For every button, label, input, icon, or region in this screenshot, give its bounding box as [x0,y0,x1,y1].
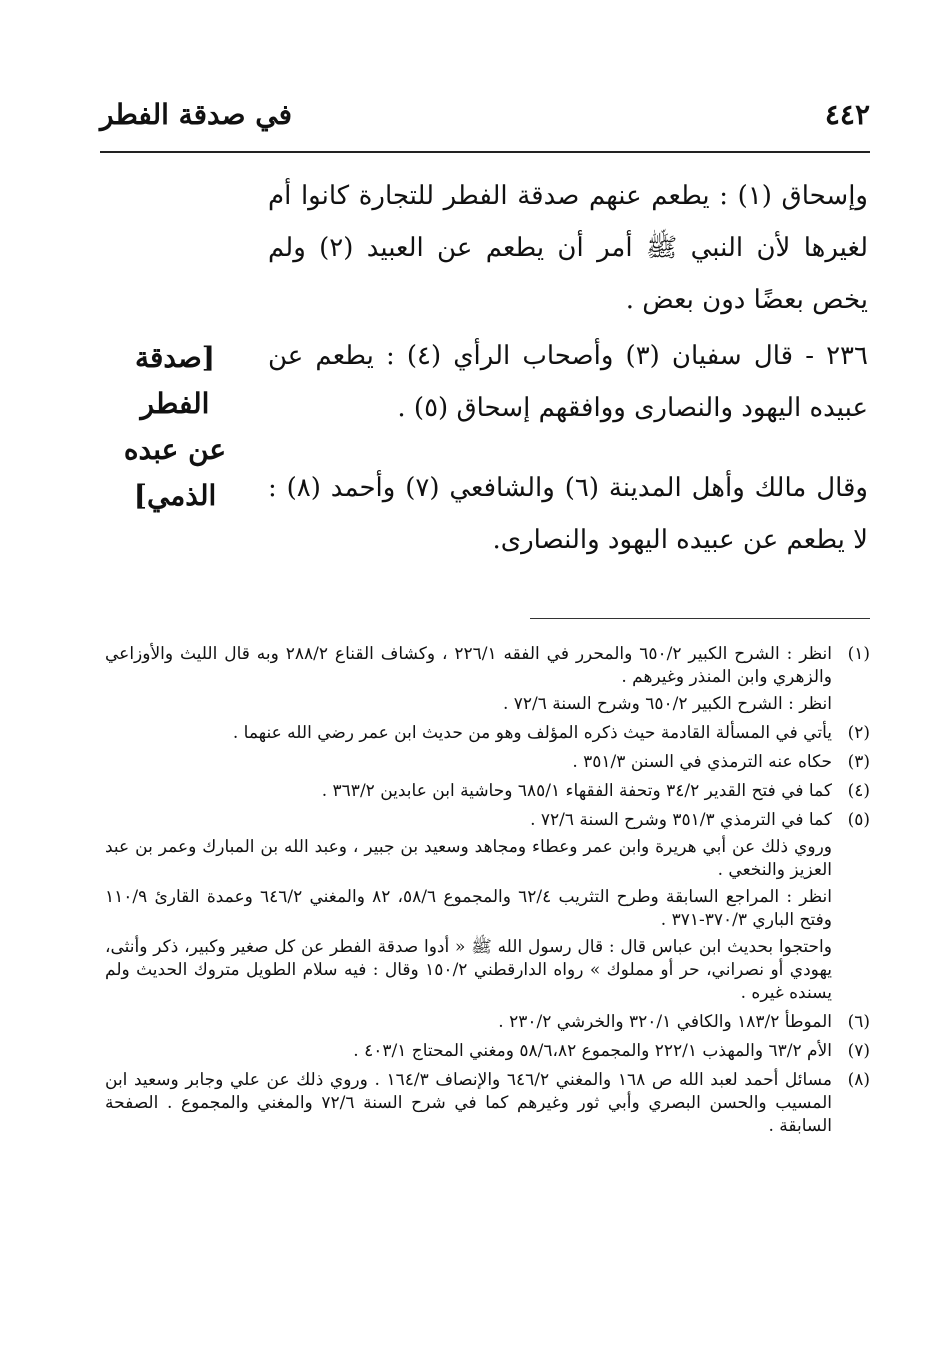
footnote-number: (٣) [847,752,870,772]
footnote-continuation: وروي ذلك عن أبي هريرة وابن عمر وعطاء ومجاهد وسعيد بن جبير ، وعبد الله بن المبارك وعمر بن عبد العزيز والنخعي . [105,837,832,880]
footnote-rule [530,618,870,619]
footnote-4 [105,780,870,803]
footnote-continuation: واحتجوا بحديث ابن عباس قال : قال رسول الله ﷺ « أدوا صدقة الفطر عن كل صغير وكبير، ذكر وأنثى، يهودي أو نصراني، حر أو مملوك » رواه الدارقطني ١٥٠/٢ وقال : فيه سلام الطويل متروك الحديث ولم يسنده غيره . [105,937,833,1003]
footnote-number: (٧) [847,1041,870,1061]
footnote-text: الأم ٦٣/٢ والمهذب ٢٢٢/١ والمجموع ٥٨/٦،٨٢ ومغني المحتاج ٤٠٣/١ . [353,1041,832,1061]
marginal-heading-line-3: الذمي] [133,479,217,512]
footnote-text: حكاه عنه الترمذي في السنن ٣٥١/٣ . [572,752,832,772]
footnotes [105,643,870,1144]
footnote-text: مسائل أحمد لعبد الله ص ١٦٨ والمغني ٦٤٦/٢ والإنصاف ١٦٤/٣ . وروي ذلك عن علي وجابر وسعيد ابن المسيب والحسن البصري وأبي ثور وغيرهم كما في شرح السنة ٧٢/٦ والمغني والمجموع . الصفحة السابقة . [105,1070,832,1136]
marginal-heading [105,335,245,519]
footnote-text: الموطأ ١٨٣/٢ والكافي ٣٢٠/١ والخرشي ٢٣٠/٢ . [498,1012,832,1032]
footnote-text: يأتي في المسألة القادمة حيث ذكره المؤلف وهو من حديث ابن عمر رضي الله عنهما . [232,723,832,743]
footnote-number: (٤) [847,781,870,801]
footnote-number: (٥) [847,810,870,830]
footnote-3 [105,751,870,774]
running-title: في صدقة الفطر [100,98,292,131]
page-number: ٤٤٢ [824,98,870,131]
page-header [100,98,870,148]
footnote-2 [105,722,870,745]
footnote-text: كما في الترمذي ٣٥١/٣ وشرح السنة ٧٢/٦ . [530,810,832,830]
body-paragraph-2: ٢٣٦ - قال سفيان (٣) وأصحاب الرأي (٤) : يطعم عن عبيده اليهود والنصارى ووافقهم إسحاق (٥) . [268,341,868,423]
footnote-6 [105,1011,870,1034]
footnote-5 [105,809,870,1005]
footnote-continuation: انظر : المراجع السابقة وطرح التثريب ٦٢/٤ والمجموع ٥٨/٦، ٨٢ والمغني ٦٤٦/٢ وعمدة القارئ ١١٠/٩ وفتح الباري ٣٧٠/٣-٣٧١ . [105,887,833,930]
footnote-8 [105,1069,870,1138]
marginal-heading-line-2: عن عبده [123,433,227,466]
body-paragraph-1: وإسحاق (١) : يطعم عنهم صدقة الفطر للتجارة كانوا أم لغيرها لأن النبي ﷺ أمر أن يطعم عن العبيد (٢) ولم يخص بعضًا دون بعض . [268,181,868,315]
marginal-heading-line-1: [صدقة الفطر [134,341,216,420]
footnote-1 [105,643,870,716]
footnote-number: (١) [847,644,870,664]
footnote-number: (٦) [847,1012,870,1032]
footnote-text: انظر : الشرح الكبير ٦٥٠/٢ والمحرر في الفقه ٢٢٦/١ ، وكشاف القناع ٢٨٨/٢ وبه قال الليث والأوزاعي والزهري وابن المنذر وغيرهم . [105,644,833,687]
footnote-number: (٨) [847,1070,870,1090]
header-rule [100,151,870,153]
body-paragraph-3: وقال مالك وأهل المدينة (٦) والشافعي (٧) وأحمد (٨) : لا يطعم عن عبيده اليهود والنصارى. [268,473,868,555]
footnote-continuation: انظر : الشرح الكبير ٦٥٠/٢ وشرح السنة ٧٢/٦ . [502,694,832,714]
footnote-text: كما في فتح القدير ٣٤/٢ وتحفة الفقهاء ٦٨٥/١ وحاشية ابن عابدين ٣٦٣/٢ . [321,781,832,801]
footnote-7 [105,1040,870,1063]
footnote-number: (٢) [847,723,870,743]
